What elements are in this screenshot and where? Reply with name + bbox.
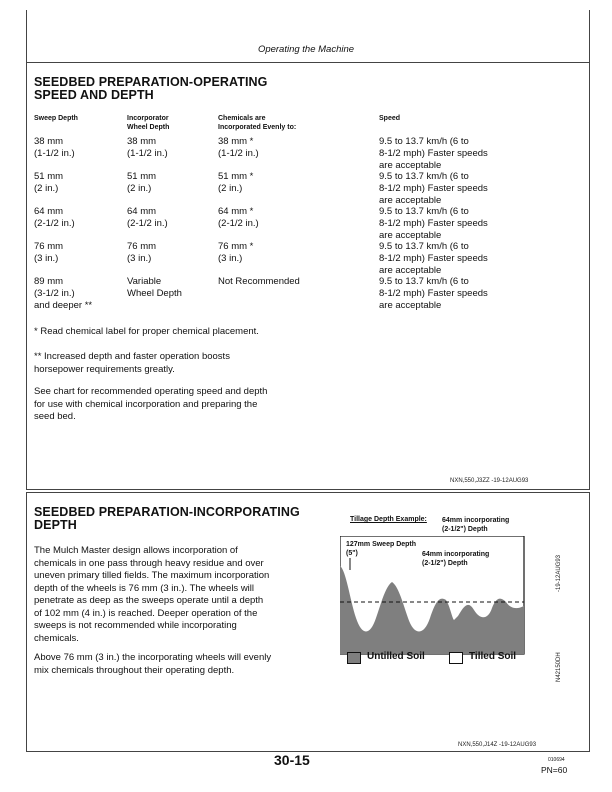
col-header-incorporator: Incorporator Wheel Depth <box>127 115 170 131</box>
cell-line: 38 mm <box>127 136 157 147</box>
table-cell <box>218 241 253 265</box>
frame-border <box>26 489 590 490</box>
cell-line: 8-1/2 mph) Faster speeds <box>379 183 488 195</box>
cell-line: (2-1/2 in.) <box>127 218 168 230</box>
title-line: SPEED AND DEPTH <box>34 88 154 102</box>
table-cell <box>379 136 488 173</box>
table-cell <box>379 241 488 278</box>
cell-line: are acceptable <box>379 265 442 277</box>
section-title <box>34 76 267 102</box>
cell-line: (3 in.) <box>34 253 59 265</box>
col-header-chemicals: Chemicals are Incorporated Evenly to: <box>218 115 297 131</box>
cell-line: (2 in.) <box>34 183 59 195</box>
table-cell <box>218 136 259 160</box>
cell-line: 38 mm <box>34 136 64 147</box>
legend-swatch-tilled <box>449 652 463 664</box>
diagram-example-label: Tillage Depth Example: <box>350 516 427 523</box>
section-title <box>34 506 300 532</box>
pn-code: PN=60 <box>541 765 568 775</box>
cell-line: (2 in.) <box>218 183 243 195</box>
cell-line: Not Recommended <box>218 276 300 287</box>
cell-line: (1-1/2 in.) <box>127 148 168 160</box>
table-cell <box>127 206 168 230</box>
cell-line: 8-1/2 mph) Faster speeds <box>379 148 488 160</box>
incorporating-depth-label: 64mm incorporating (2-1/2") Depth <box>422 551 490 567</box>
cell-line: are acceptable <box>379 195 442 207</box>
table-cell <box>379 171 488 208</box>
figure-code-id: N42150DH <box>556 652 562 682</box>
cell-line: (3 in.) <box>127 253 152 265</box>
cell-line: 89 mm <box>34 276 64 287</box>
body-paragraph: Above 76 mm (3 in.) the incorporating wheels will evenly mix chemicals throughout their operating depth. <box>34 652 272 676</box>
cell-line: 76 mm * <box>218 241 254 252</box>
cell-line: 76 mm <box>127 241 157 252</box>
table-cell <box>127 276 182 300</box>
legend-swatch-untilled <box>347 652 361 664</box>
reference-code: NXN,550,J14Z -19-12AUG93 <box>458 742 537 748</box>
table-cell <box>218 206 259 230</box>
sweep-depth-label: 127mm Sweep Depth (5") <box>346 541 417 557</box>
cell-line: 64 mm * <box>218 206 254 217</box>
diagram-example-value: 64mm incorporating (2-1/2") Depth <box>442 517 510 533</box>
page-number: 30-15 <box>274 752 310 768</box>
cell-line: 51 mm <box>127 171 157 182</box>
title-line: SEEDBED PREPARATION-INCORPORATING <box>34 505 300 519</box>
running-header: Operating the Machine <box>257 44 355 55</box>
col-header-speed: Speed <box>379 115 401 122</box>
table-cell <box>127 171 156 195</box>
title-line: SEEDBED PREPARATION-OPERATING <box>34 75 268 89</box>
table-cell <box>218 276 300 288</box>
cell-line: 51 mm <box>34 171 64 182</box>
tillage-depth-diagram <box>340 512 540 672</box>
table-cell <box>34 171 63 195</box>
cell-line: 9.5 to 13.7 km/h (6 to <box>379 206 469 217</box>
cell-line: (2-1/2 in.) <box>218 218 259 230</box>
table-cell <box>379 206 488 243</box>
cell-line: and deeper ** <box>34 300 93 312</box>
title-line: DEPTH <box>34 518 77 532</box>
cell-line: 8-1/2 mph) Faster speeds <box>379 253 488 265</box>
print-code: 010694 <box>548 757 565 763</box>
note-depth-speed: ** Increased depth and faster operation boosts horsepower requirements greatly. <box>34 351 230 375</box>
cell-line: (2 in.) <box>127 183 152 195</box>
cell-line: 76 mm <box>34 241 64 252</box>
legend-label-untilled: Untilled Soil <box>367 651 425 662</box>
cell-line: Wheel Depth <box>127 288 182 300</box>
cell-line: 9.5 to 13.7 km/h (6 to <box>379 136 469 147</box>
cell-line: are acceptable <box>379 300 442 312</box>
table-cell <box>34 241 63 265</box>
cell-line: 9.5 to 13.7 km/h (6 to <box>379 276 469 287</box>
cell-line: (1-1/2 in.) <box>34 148 75 160</box>
col-header-sweep-depth: Sweep Depth <box>34 115 78 122</box>
figure-code-date: -19-12AUG93 <box>556 554 562 592</box>
table-cell <box>127 241 156 265</box>
cell-line: (3-1/2 in.) <box>34 288 75 300</box>
cell-line: are acceptable <box>379 160 442 172</box>
cell-line: (2-1/2 in.) <box>34 218 75 230</box>
note-chemical-label: * Read chemical label for proper chemical placement. <box>34 326 259 337</box>
cell-line: 9.5 to 13.7 km/h (6 to <box>379 171 469 182</box>
cell-line: (1-1/2 in.) <box>218 148 259 160</box>
cell-line: Variable <box>127 276 162 287</box>
table-cell <box>34 276 92 313</box>
table-cell <box>34 136 75 160</box>
table-cell <box>127 136 168 160</box>
note-see-chart: See chart for recommended operating speed and depth for use with chemical incorporation and preparing the seed bed. <box>34 386 268 422</box>
table-cell <box>218 171 253 195</box>
frame-border <box>26 62 27 490</box>
cell-line: 64 mm <box>34 206 64 217</box>
cell-line: (3 in.) <box>218 253 243 265</box>
frame-border <box>589 62 590 490</box>
legend-label-tilled: Tilled Soil <box>469 651 517 662</box>
table-cell <box>34 206 75 230</box>
cell-line: 9.5 to 13.7 km/h (6 to <box>379 241 469 252</box>
cell-line: 64 mm <box>127 206 157 217</box>
cell-line: 8-1/2 mph) Faster speeds <box>379 288 488 300</box>
cell-line: are acceptable <box>379 230 442 242</box>
reference-code: NXN,550,J3ZZ -19-12AUG93 <box>450 478 529 484</box>
header-rule <box>26 62 590 63</box>
cell-line: 38 mm * <box>218 136 254 147</box>
body-paragraph: The Mulch Master design allows incorporation of chemicals in one pass through heavy residue and over uneven primary tilled fields. The maximum incorporation depth of the wheels is 76 mm (3 in.). The wheels will penetrate as deep as the sweeps operate until a depth of 102 mm (4 in.) is reached. Deeper operation of the sweeps is not recommended while incorporating chemicals. <box>34 545 270 644</box>
cell-line: 51 mm * <box>218 171 254 182</box>
cell-line: 8-1/2 mph) Faster speeds <box>379 218 488 230</box>
table-cell <box>379 276 488 313</box>
